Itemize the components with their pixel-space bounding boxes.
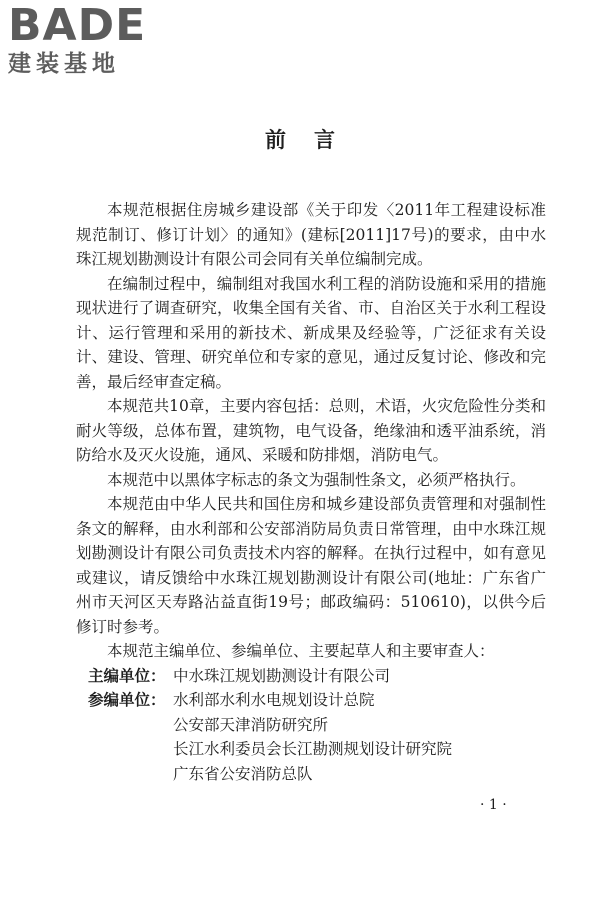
page-number: · 1 · (480, 797, 507, 813)
logo-mark: BADE (8, 0, 147, 51)
paragraph: 本规范共10章，主要内容包括：总则，术语，火灾危险性分类和耐火等级，总体布置，建筑物，电气设备，绝缘油和透平油系统，消防给水及灭火设施，通风、采暖和防排烟，消防电气。 (76, 397, 546, 464)
participating-unit-row (76, 688, 546, 786)
participating-unit-item: 公安部天津消防研究所 (173, 715, 329, 734)
logo-subtitle: 建装基地 (8, 51, 120, 77)
body-text (76, 198, 546, 786)
participating-unit-item: 长江水利委员会长江勘测规划设计研究院 (173, 740, 453, 758)
paragraph: 本规范根据住房城乡建设部《关于印发〈2011年工程建设标准规范制订、修订计划〉的通知》(建标[2011]17号)的要求，由中水珠江规划勘测设计有限公司会同有关单位编制完成。 (76, 201, 546, 268)
participating-unit-label: 参编单位： (88, 690, 166, 709)
participating-unit-item: 广东省公安消防总队 (173, 764, 313, 783)
paragraph: 在编制过程中，编制组对我国水利工程的消防设施和采用的措施现状进行了调查研究，收集全国有关省、市、自治区关于水利工程设计、运行管理和采用的新技术、新成果及经验等，广泛征求有关设计、建设、管理、研究单位和专家的意见，通过反复讨论、修改和完善，最后经审查定稿。 (76, 274, 546, 391)
chief-unit-list (173, 664, 390, 689)
chief-unit-row (76, 664, 546, 689)
paragraph: 本规范由中华人民共和国住房和城乡建设部负责管理和对强制性条文的解释，由水利部和公安部消防局负责日常管理，由中水珠江规划勘测设计有限公司负责技术内容的解释。在执行过程中，如有意见或建议，请反馈给中水珠江规划勘测设计有限公司(地址：广东省广州市天河区天寿路沾益直街19号；邮政编码：510610)，以供今后修订时参考。 (76, 495, 546, 636)
publisher-logo (8, 0, 178, 78)
paragraph: 本规范主编单位、参编单位、主要起草人和主要审查人： (107, 642, 495, 660)
paragraph: 本规范中以黑体字标志的条文为强制性条文，必须严格执行。 (107, 470, 526, 489)
participating-unit-list (173, 688, 452, 786)
chief-unit-label: 主编单位： (88, 665, 166, 685)
page-title: 前言 (265, 127, 363, 152)
chief-unit-item: 中水珠江规划勘测设计有限公司 (173, 666, 391, 685)
participating-unit-item: 水利部水利水电规划设计总院 (173, 691, 375, 709)
